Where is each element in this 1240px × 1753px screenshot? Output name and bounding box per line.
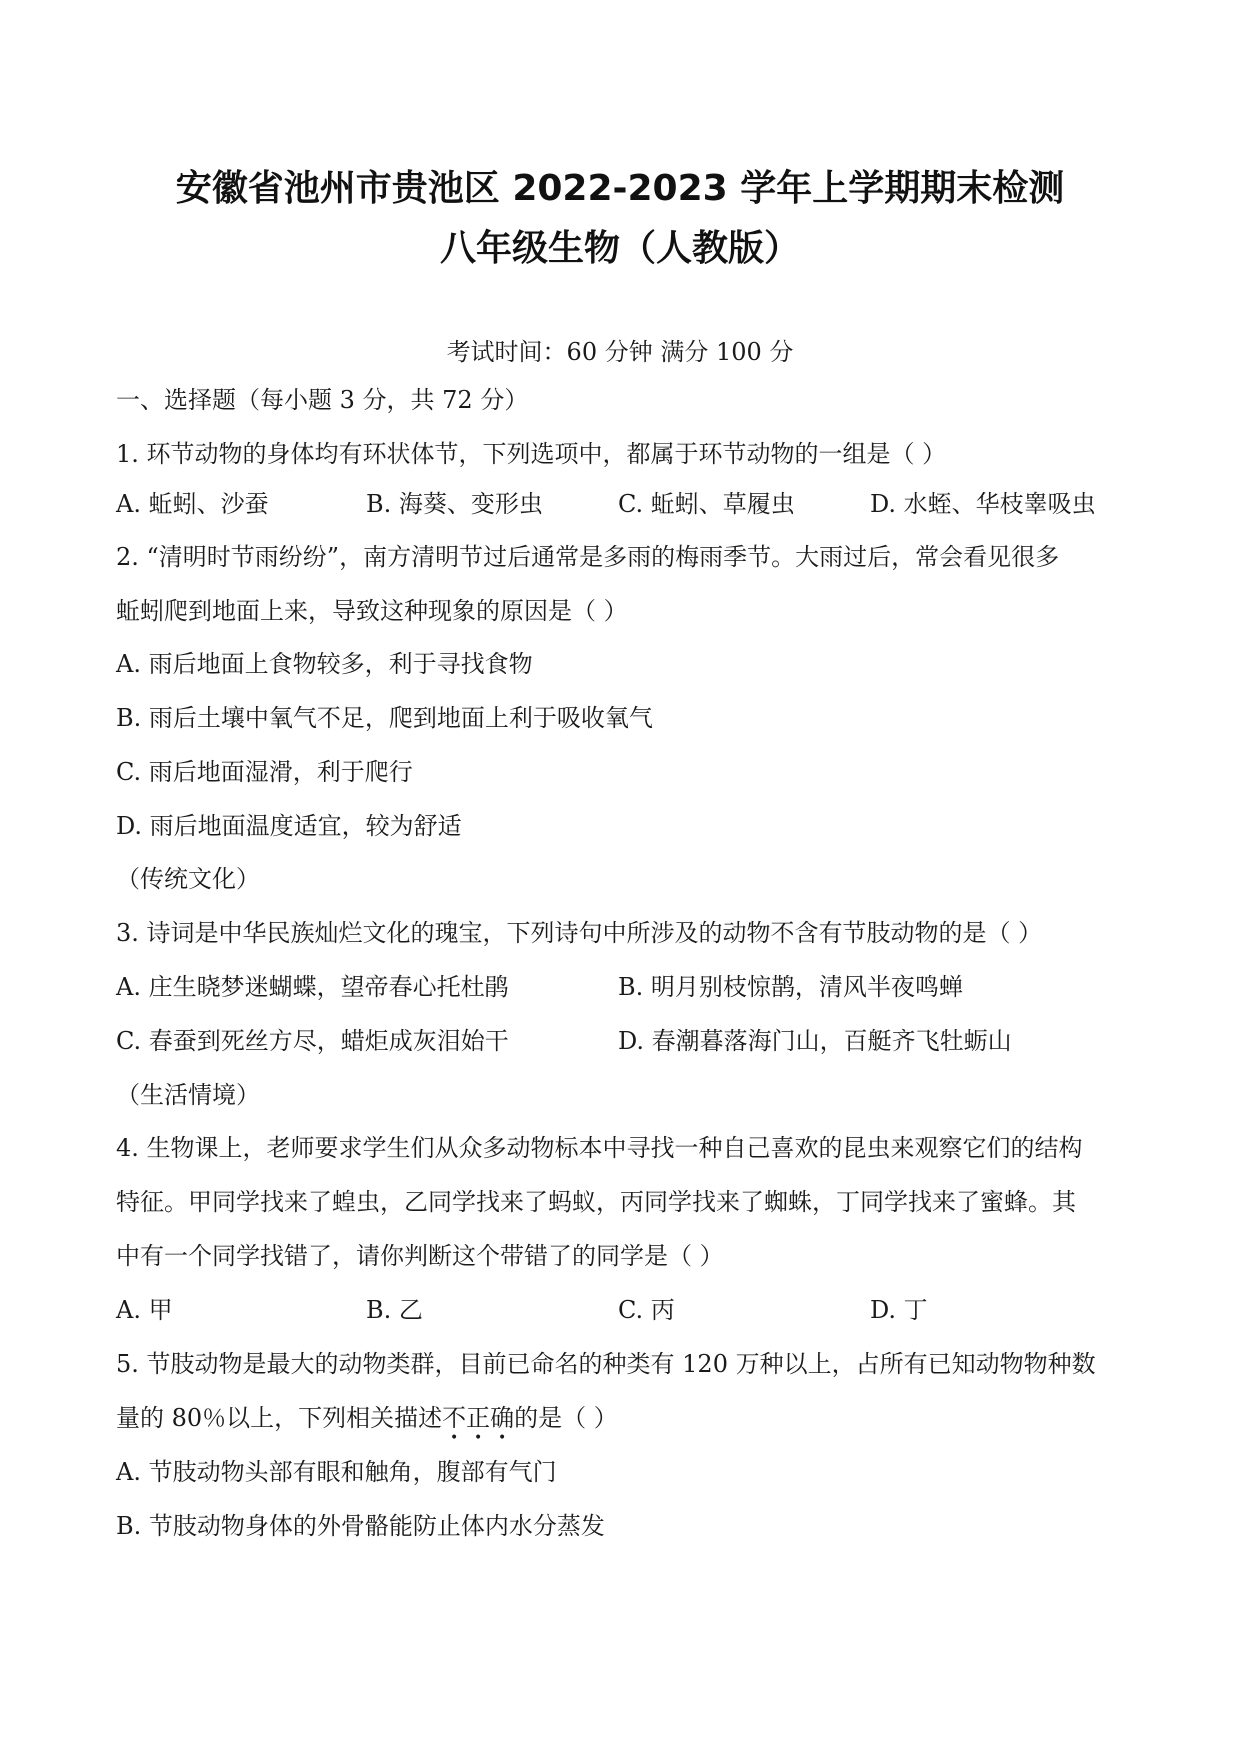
- question-3-option-c: C. 春蚕到死丝方尽，蜡炬成灰泪始干: [116, 1027, 509, 1055]
- emphasis-not-correct: [442, 1404, 515, 1446]
- question-4-stem-line2: 特征。甲同学找来了蝗虫，乙同学找来了蚂蚁，丙同学找来了蜘蛛，丁同学找来了蜜蜂。其: [116, 1188, 1076, 1216]
- question-4-option-c: C. 丙: [618, 1296, 675, 1324]
- question-2-stem-line2: 蚯蚓爬到地面上来，导致这种现象的原因是（ ）: [116, 597, 628, 625]
- question-2-option-d: D. 雨后地面温度适宜，较为舒适: [116, 812, 462, 840]
- emphasis-dots: • • •: [450, 1430, 507, 1446]
- question-1-option-a: A. 蚯蚓、沙蚕: [116, 490, 269, 518]
- question-5-option-b: B. 节肢动物身体的外骨骼能防止体内水分蒸发: [116, 1512, 605, 1540]
- question-5-stem-line2: [116, 1403, 618, 1446]
- question-2-option-c: C. 雨后地面湿滑，利于爬行: [116, 758, 413, 786]
- tag-life-scenario: （生活情境）: [116, 1081, 260, 1109]
- question-1-stem: 1. 环节动物的身体均有环状体节，下列选项中，都属于环节动物的一组是（ ）: [116, 440, 947, 468]
- question-5-option-a: A. 节肢动物头部有眼和触角，腹部有气门: [116, 1458, 557, 1486]
- exam-info: 考试时间：60 分钟 满分 100 分: [446, 338, 794, 366]
- question-5-stem-line2-before: 量的 80％以上，下列相关描述: [116, 1404, 443, 1432]
- question-3-stem: 3. 诗词是中华民族灿烂文化的瑰宝，下列诗句中所涉及的动物不含有节肢动物的是（ ）: [116, 919, 1043, 947]
- question-1-option-d: D. 水蛭、华枝睾吸虫: [870, 490, 1096, 518]
- question-4-stem-line1: 4. 生物课上，老师要求学生们从众多动物标本中寻找一种自己喜欢的昆虫来观察它们的结构: [116, 1134, 1083, 1162]
- question-4-stem-line3: 中有一个同学找错了，请你判断这个带错了的同学是（ ）: [116, 1242, 724, 1270]
- question-2-stem-line1: 2. “清明时节雨纷纷”，南方清明节过后通常是多雨的梅雨季节。大雨过后，常会看见很多: [116, 543, 1060, 571]
- question-3-option-d: D. 春潮暮落海门山，百艇齐飞牡蛎山: [618, 1027, 1012, 1055]
- section-heading: 一、选择题（每小题 3 分，共 72 分）: [116, 386, 529, 414]
- question-1-option-b: B. 海葵、变形虫: [366, 490, 543, 518]
- question-4-option-a: A. 甲: [116, 1296, 173, 1324]
- question-3-option-a: A. 庄生晓梦迷蝴蝶，望帝春心托杜鹃: [116, 973, 509, 1001]
- question-1-option-c: C. 蚯蚓、草履虫: [618, 490, 795, 518]
- question-4-option-d: D. 丁: [870, 1296, 928, 1324]
- question-5-stem-line1: 5. 节肢动物是最大的动物类群，目前已命名的种类有 120 万种以上，占所有已知动物物种数: [116, 1350, 1096, 1378]
- question-5-stem-line2-after: 的是（ ）: [514, 1404, 618, 1432]
- tag-traditional-culture: （传统文化）: [116, 865, 260, 893]
- emphasis-text: 不正确: [442, 1404, 515, 1432]
- question-2-option-b: B. 雨后土壤中氧气不足，爬到地面上利于吸收氧气: [116, 704, 653, 732]
- question-2-option-a: A. 雨后地面上食物较多，利于寻找食物: [116, 650, 533, 678]
- exam-subtitle: 八年级生物（人教版）: [439, 228, 800, 269]
- question-4-option-b: B. 乙: [366, 1296, 423, 1324]
- question-3-option-b: B. 明月别枝惊鹊，清风半夜鸣蝉: [618, 973, 963, 1001]
- exam-title: 安徽省池州市贵池区 2022-2023 学年上学期期末检测: [175, 168, 1065, 209]
